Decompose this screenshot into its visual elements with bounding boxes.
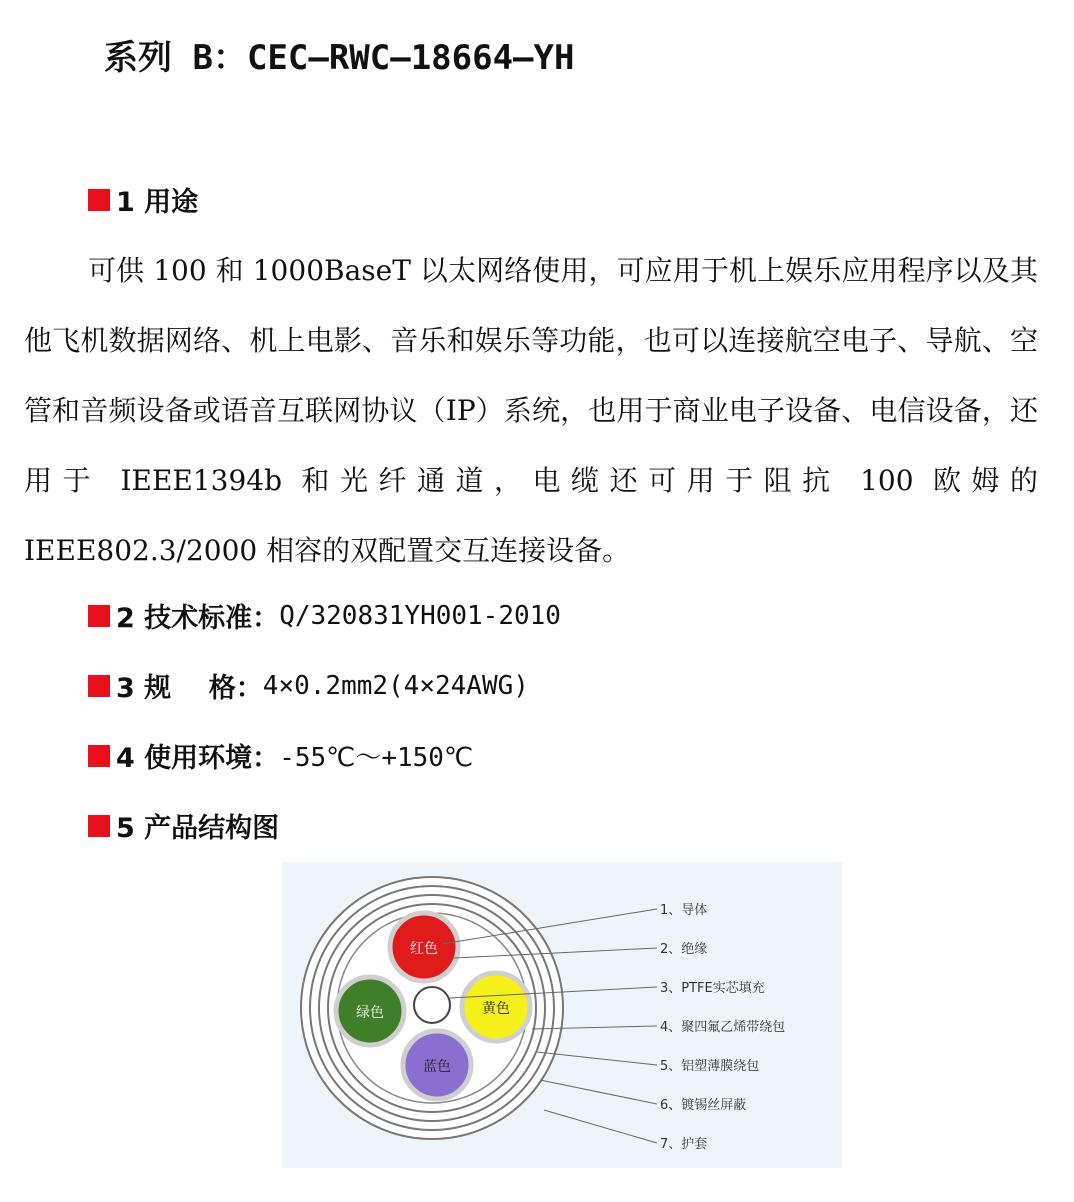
section-label: 5 产品结构图 (116, 813, 280, 844)
section-structure-heading (88, 806, 279, 845)
section-label: 1 用途 (116, 187, 199, 218)
callout-conductor: 1、导体 (660, 903, 708, 918)
callout-ptfe-tape: 4、聚四氟乙烯带绕包 (660, 1020, 786, 1035)
usage-paragraph: 可供 100 和 1000BaseT 以太网络使用，可应用于机上娱乐应用程序以及其他飞机数据网络、机上电影、音乐和娱乐等功能，也可以连接航空电子、导航、空管和音频设备或语音互联网协议（IP）系统，也用于商业电子设备、电信设备，还用于 IEEE1394b 和光纤通道，电缆还可用于阻抗 100 欧姆的 IEEE802.3/2000 相容的双配置交互连接设备。 (24, 254, 1038, 567)
core-label-yellow: 黄色 (482, 1001, 510, 1017)
section-label: 3 规 格： (116, 673, 263, 704)
callout-ptfe-filler: 3、PTFE实芯填充 (660, 981, 765, 996)
cable-structure-diagram (282, 862, 842, 1168)
callout-insulation: 2、绝缘 (660, 942, 708, 957)
red-square-bullet (88, 745, 110, 767)
red-square-bullet (88, 189, 110, 211)
core-label-blue: 蓝色 (423, 1059, 451, 1075)
red-square-bullet (88, 675, 110, 697)
spec-value-awg: (4×24AWG) (388, 670, 529, 701)
core-label-red: 红色 (410, 941, 438, 957)
standard-value: Q/320831YH001-2010 (279, 600, 561, 631)
red-square-bullet (88, 815, 110, 837)
section-environment (88, 736, 473, 775)
spec-superscript: 2 (372, 670, 389, 701)
section-spec (88, 666, 529, 705)
core-label-green: 绿色 (356, 1005, 384, 1021)
section-standard (88, 596, 561, 635)
callout-aluminum-foil: 5、铝塑薄膜绕包 (660, 1059, 760, 1074)
environment-value: -55℃～+150℃ (279, 743, 474, 773)
red-square-bullet (88, 605, 110, 627)
spec-value: 4×0.2mm (262, 670, 373, 701)
page-title: 系列 B：CEC—RWC—18664—YH (104, 38, 575, 78)
section-label: 4 使用环境： (116, 743, 280, 774)
section-usage-heading (88, 180, 198, 219)
callout-jacket: 7、护套 (660, 1137, 708, 1152)
section-label: 2 技术标准： (116, 603, 280, 634)
callout-tinned-shield: 6、镀锡丝屏蔽 (660, 1098, 747, 1113)
